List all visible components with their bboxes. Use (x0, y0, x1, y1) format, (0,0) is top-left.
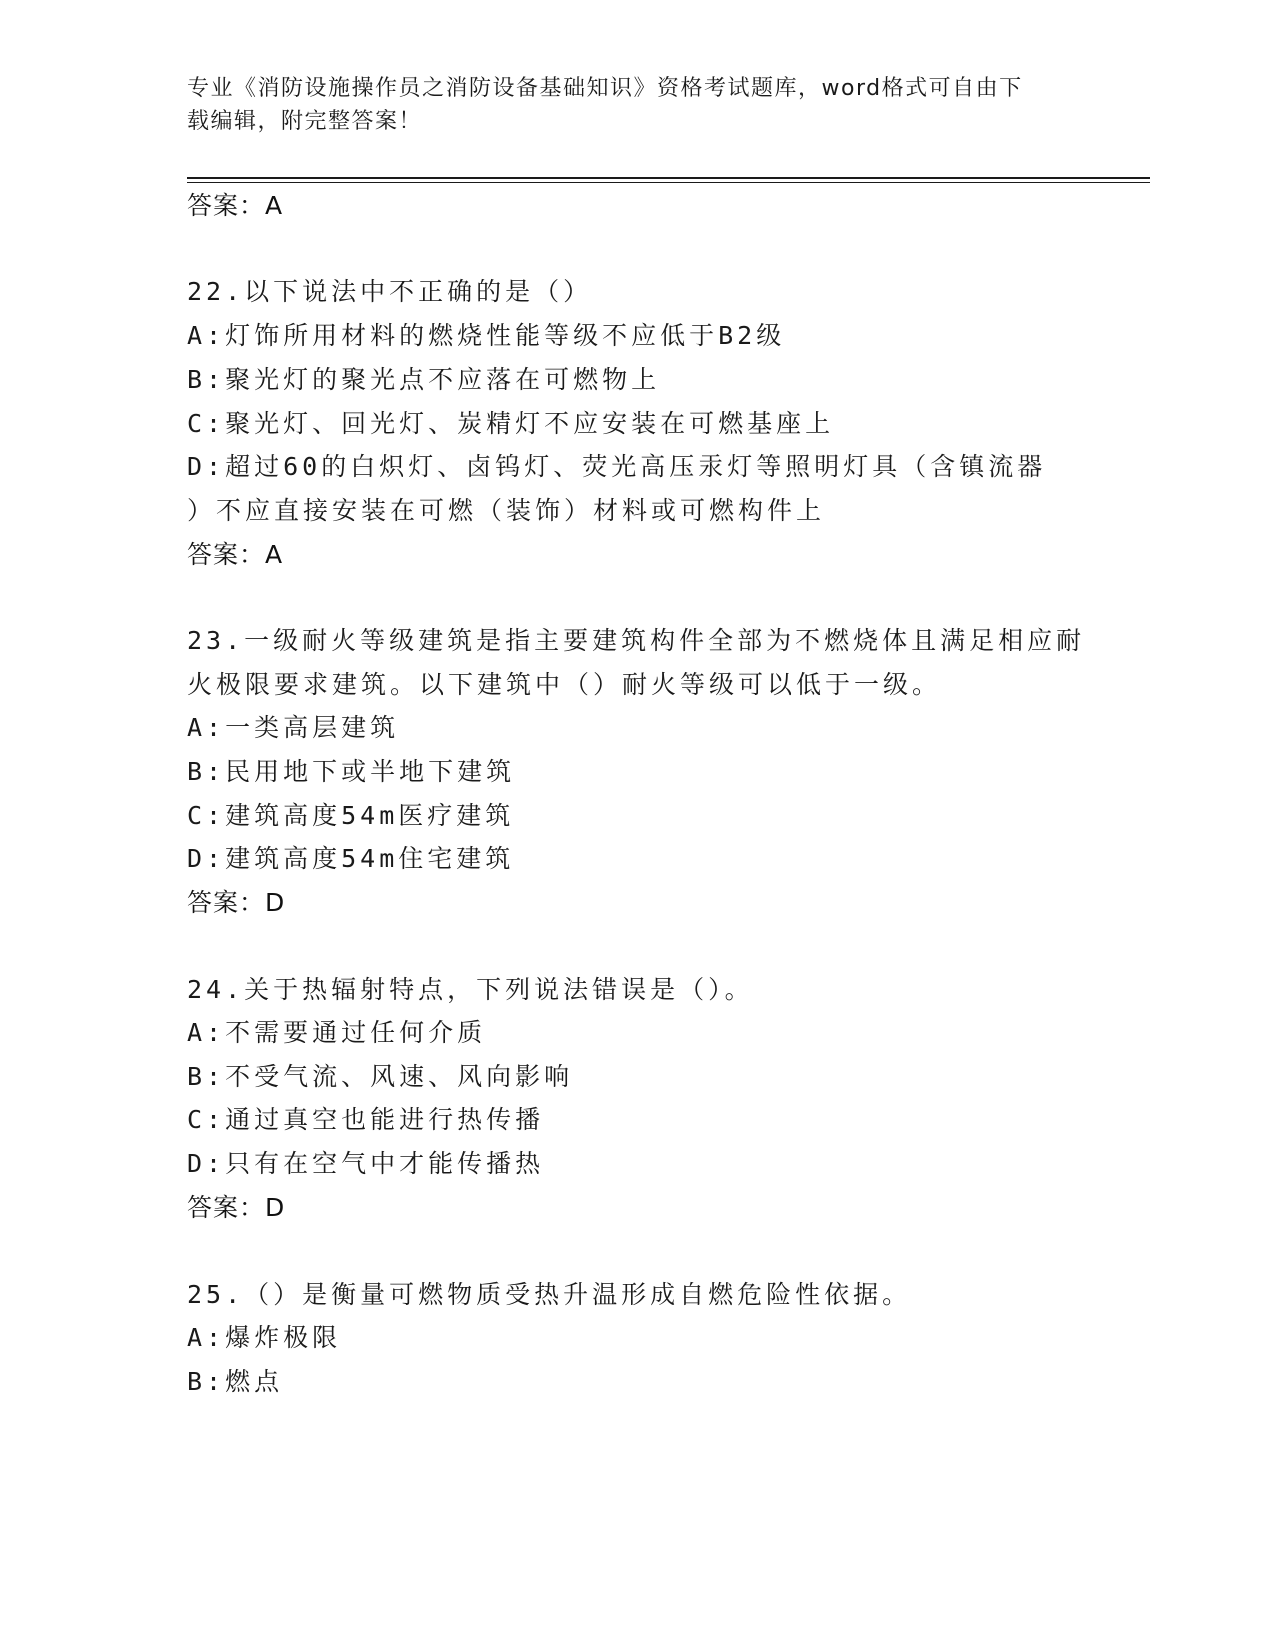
question-23-option-b: B:民用地下或半地下建筑 (187, 757, 516, 786)
question-24-option-b: B:不受气流、风速、风向影响 (187, 1062, 574, 1091)
question-23-option-d: D:建筑高度54m住宅建筑 (187, 844, 515, 873)
previous-question-answer: 答案：A (187, 191, 284, 220)
document-header (187, 72, 1067, 138)
question-22-option-d-continued: ）不应直接安装在可燃（装饰）材料或可燃构件上 (187, 496, 826, 525)
header-line-2: 载编辑，附完整答案！ (187, 109, 423, 134)
question-23-stem-line-1: 23.一级耐火等级建筑是指主要建筑构件全部为不燃烧体且满足相应耐 (187, 626, 1086, 655)
question-23-stem-line-2: 火极限要求建筑。以下建筑中（）耐火等级可以低于一级。 (187, 670, 942, 699)
question-25-stem: 25.（）是衡量可燃物质受热升温形成自燃危险性依据。 (187, 1280, 912, 1309)
question-24-option-c: C:通过真空也能进行热传播 (187, 1105, 545, 1134)
question-22-option-d: D:超过60的白炽灯、卤钨灯、荧光高压汞灯等照明灯具（含镇流器 (187, 452, 1047, 481)
header-divider-thick (187, 177, 1150, 179)
question-25-option-a: A:爆炸极限 (187, 1323, 342, 1352)
question-22-option-b: B:聚光灯的聚光点不应落在可燃物上 (187, 365, 661, 394)
question-22-option-a: A:灯饰所用材料的燃烧性能等级不应低于B2级 (187, 321, 786, 350)
question-22-option-c: C:聚光灯、回光灯、炭精灯不应安装在可燃基座上 (187, 409, 835, 438)
question-24-option-a: A:不需要通过任何介质 (187, 1018, 487, 1047)
question-24-option-d: D:只有在空气中才能传播热 (187, 1149, 545, 1178)
question-25-option-b: B:燃点 (187, 1367, 284, 1396)
question-22-stem: 22.以下说法中不正确的是（） (187, 277, 593, 306)
header-line-1: 专业《消防设施操作员之消防设备基础知识》资格考试题库，word格式可自由下 (187, 76, 1023, 101)
question-22-answer: 答案：A (187, 540, 284, 569)
question-23-answer: 答案：D (187, 888, 286, 917)
question-23-option-c: C:建筑高度54m医疗建筑 (187, 801, 515, 830)
question-23-option-a: A:一类高层建筑 (187, 713, 400, 742)
header-divider-thin (187, 182, 1150, 183)
question-24-stem: 24.关于热辐射特点，下列说法错误是（）。 (187, 975, 754, 1004)
question-24-answer: 答案：D (187, 1193, 286, 1222)
